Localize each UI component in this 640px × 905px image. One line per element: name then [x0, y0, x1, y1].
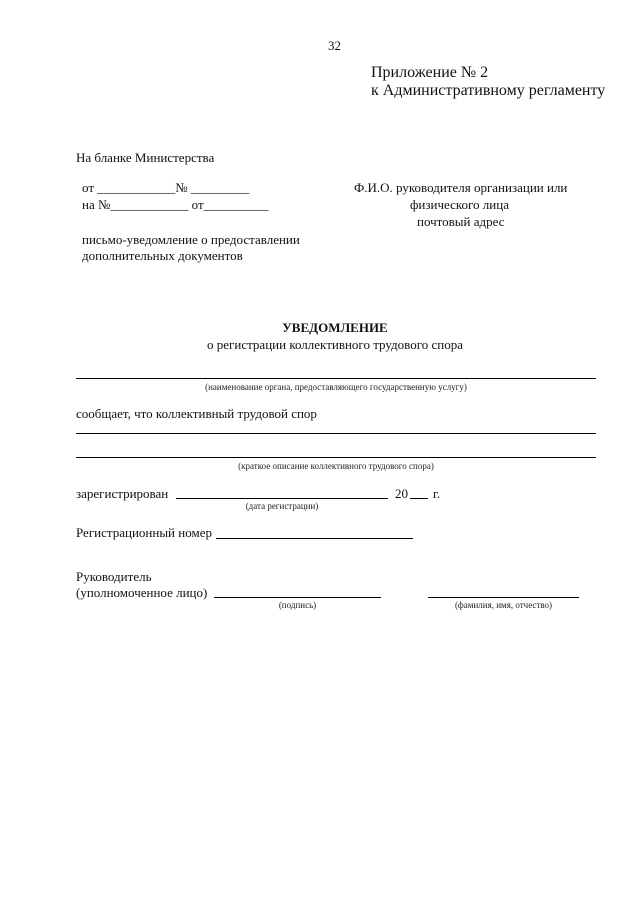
authorized-person-label: (уполномоченное лицо): [76, 585, 208, 600]
registration-date-caption: (дата регистрации): [245, 501, 319, 511]
year-prefix: 20: [395, 486, 408, 501]
head-label: Руководитель: [76, 569, 152, 584]
informs-text: сообщает, что коллективный трудовой спор: [76, 406, 317, 421]
recipient-address-line: почтовый адрес: [417, 214, 505, 229]
fullname-line[interactable]: [428, 597, 579, 598]
registered-label: зарегистрирован: [76, 486, 169, 501]
registration-date-line[interactable]: [176, 498, 388, 499]
fullname-caption: (фамилия, имя, отчество): [454, 600, 553, 610]
signature-caption: (подпись): [278, 600, 317, 610]
year-suffix: г.: [433, 486, 441, 501]
document-subtitle: о регистрации коллективного трудового спора: [207, 337, 463, 352]
page-number: 32: [328, 38, 341, 53]
letter-type-line1: письмо-уведомление о предоставлении: [82, 232, 300, 247]
reg-number-label: Регистрационный номер: [76, 525, 212, 540]
recipient-name-line: Ф.И.О. руководителя организации или: [354, 180, 568, 195]
dispute-description-caption: (краткое описание коллективного трудового спора): [238, 461, 434, 471]
organ-name-caption: (наименование органа, предоставляющего государственную услугу): [205, 382, 467, 392]
dispute-description-line-1[interactable]: [76, 433, 596, 434]
document-title: УВЕДОМЛЕНИЕ: [282, 320, 388, 335]
appendix-number: Приложение № 2: [371, 64, 489, 81]
reg-number-line[interactable]: [216, 538, 413, 539]
outgoing-ref: от ____________№ _________: [82, 180, 250, 195]
appendix-regulation: к Административному регламенту: [371, 82, 606, 99]
letter-type-line2: дополнительных документов: [82, 248, 243, 263]
signature-line[interactable]: [214, 597, 381, 598]
dispute-description-line-2[interactable]: [76, 457, 596, 458]
letterhead-note: На бланке Министерства: [76, 150, 215, 165]
organ-name-line[interactable]: [76, 378, 596, 379]
recipient-person-line: физического лица: [410, 197, 509, 212]
incoming-ref: на №____________ от__________: [82, 197, 269, 212]
year-suffix-line[interactable]: [410, 498, 428, 499]
